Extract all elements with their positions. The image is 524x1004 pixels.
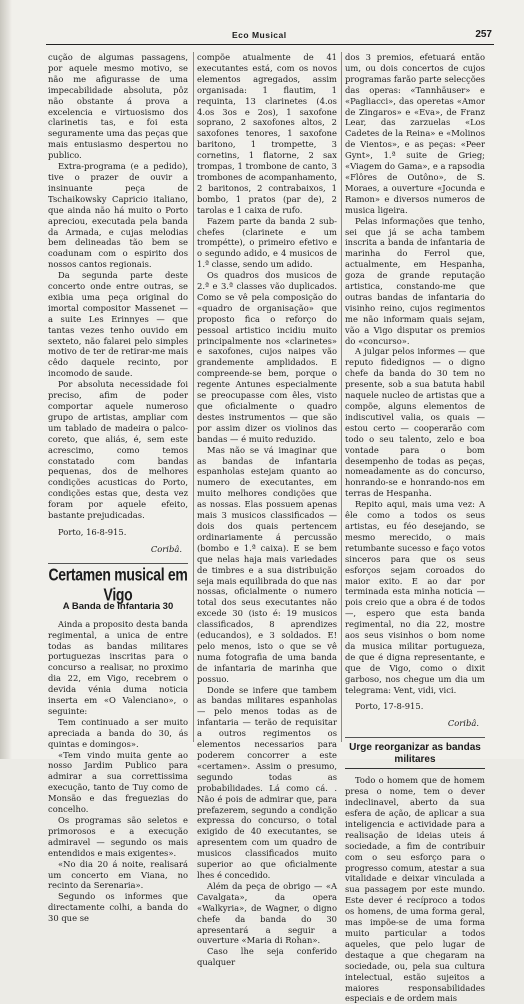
article-headline: Certamen musical em Vigo — [48, 563, 188, 604]
paragraph: cução de algumas passagens, por aquele mesmo motivo, se não me afigurasse de uma impecabilidade absoluta, pôz não obstante á prova a excelencia e virtuosismo dos clarinetis tas, e foi esta seguramente uma das peças que mais entusiasmo despertou no publico. — [48, 52, 188, 161]
page-number: 257 — [475, 29, 492, 40]
paragraph: Os quadros dos musicos de 2.ª e 3.ª classes vão duplicados. Como se vê pela composição do «quadro de organisação» que proposto fica o reforço do pessoal artistico incidiu muito principalmente nos «clarinetes» e saxofones, cujos naipes vão grandemente amplidados. E compreende-se bem, porque o regente Antunes especialmente se preocupasse com êles, visto que oficialmente o quadro destes instrumentos — que são por assim dizer os violinos das bandas — é muito reduzido. — [197, 270, 337, 444]
column-rule-2 — [341, 52, 342, 742]
page-header — [46, 30, 494, 45]
paragraph: Mas não se vá imaginar que as bandas de infantaria espanholas estejam quanto ao numero de executantes, em muito melhores condições que as nossas. Elas possuem apenas mais 3 musicos classificados —dois dos quais pertencem ordinariamente á percussão (bombo e 1.ª caixa). E se bem que nelas haja mais variedades de timbres e a sua distribuição seja mais equilibrada do que nas nossas, oficialmente o numero total dos seus executantes não excede 30 (isto é: 19 musicos classificados, 8 aprendizes (educandos), e 3 soldados. E! pelo menos, isto o que se vê numa fotografia de uma banda de infantaria de marinha que possuo. — [197, 444, 337, 684]
article-headline: Urge reorganizar as bandas militares — [345, 742, 485, 769]
article-signature: Coribâ. — [150, 543, 182, 554]
column-3 — [345, 52, 485, 1004]
column-1 — [48, 52, 188, 924]
paragraph: Todo o homem que de homem presa o nome, tem o dever indeclinavel, aberto da sua esfera de ação, de aplicar a sua inteligencia e actividade para a realisação de ideias uteis á sociedade, a fim de contribuir com o seu esforço para o progresso comum, atestar a sua vitalidade e deixar vinculada a sua passagem por este mundo. Este dever é recíproco a todos os homens, de uma forma geral, mas impõe-se de uma forma muito particular a todos aqueles, que pelo lugar de destaque a que chegaram na sociedade, ou, pela sua cultura intelectual, estão sujeitos a maiores responsabilidades especiais e de ordem mais — [345, 775, 485, 1004]
paragraph: «Tem vindo muita gente ao nosso Jardim Publico para admirar a sua correttissima execução, tanto de Tuy como de Monsão e das freguezias do concelho. — [48, 749, 188, 815]
masthead: Eco Musical — [232, 30, 287, 40]
paragraph: Segundo os informes que directamente colhi, a banda do 30 que se — [48, 891, 188, 924]
paragraph: Tem continuado a ser muito apreciada a banda do 30, ás quintas e domingos». — [48, 716, 188, 749]
paragraph: Por absoluta necessidade foi preciso, afim de poder comportar aquele numeroso grupo de artistas, ampliar com um tablado de madeira o palco-coreto, que aliás, é, sem este acrescimo, como temos constatado com bandas pequenas, dos de melhores condições acusticas do Porto, condições estas que, desta vez foram por aquele efeito, bastante prejudicadas. — [48, 379, 188, 521]
paragraph: A julgar pelos informes — que reputo fidedignos — o digno chefe da banda do 30 tem no presente, sob a sua batuta habil naquele nucleo de artistas que a compõe, alguns elementos de indiscutivel valia, os quais — estou certo — cooperarão com todo o seu talento, zelo e boa vontade para o bom desempenho de todas as peças, nomeadamente as do concurso, honrando-se e honrando-nos em terras de Hespanha. — [345, 346, 485, 499]
paragraph: Além da peça de obrigo — «A Cavalgata», da opera «Walkyria», de Wagner, o digno chefe da banda do 30 apresentará a seguir a ouverture «Maria di Rohan». — [197, 880, 337, 946]
article-date: Porto, 16-8-915. — [58, 526, 127, 537]
paragraph: Pelas informações que tenho, sei que já se acha tambem inscrita a banda de infantaria de marinha do Ferrol que, actualmente, em Hespanha, goza de grande reputação artistica, constando-me que outras bandas de infantaria do visinho reino, cujos regimentos me não informam quais sejam, vão a Vigo disputar os premios do «concurso». — [345, 215, 485, 346]
paragraph: compõe atualmente de 41 executantes está, com os novos elementos agregados, assim organisada: 1 flautim, 1 requinta, 13 clarinetes (4.os 4.os 3os e 2os), 1 saxofone soprano, 2 saxofones altos, 2 saxofones tenores, 1 saxofone baritono, 1 trompette, 3 cornetins, 1 flatorne, 2 sax trompas, 1 trombone de canto, 3 trombones de acompanhamento, 2 baritonos, 2 contrabaixos, 1 bombo, 1 pratos (par de), 2 tarolas e 1 caixa de rufo. — [197, 52, 337, 215]
paragraph: Caso lhe seja conferido qualquer — [197, 946, 337, 968]
divider — [345, 737, 485, 738]
paragraph: dos 3 premios, efetuará então um, ou dois concertos de cujos programas farão parte selecções das operas: «Tannhäuser» e «Pagliacci», das operetas «Amor de Zingaros» e «Eva», de Franz Lear, das zarzuelas «Los Cadetes de la Reina» e «Molinos de Vientos», e as peças: «Peer Gynt», 1.ª suite de Grieg; «Viagem do Gama», e a rapsodia «Flôres de Outôno», de S. Moraes, a ouverture «Jocunda e Ramon» e diversos numeros de musica ligeira. — [345, 52, 485, 215]
paragraph: Da segunda parte deste concerto onde entre outras, se exibia uma peça original do imortal compositor Massenet — a suite Les Erinnyes — que tantas vezes tenho ouvido em sexteto, não falarei pelo simples motivo de ter de retirar-me mais cêdo daquele recinto, por incomodo de saude. — [48, 270, 188, 379]
paragraph: Ainda a proposito desta banda regimental, a unica de entre todas as bandas militares portuguezas inscritas para o concurso a realisar, no proximo dia 22, em Vigo, recebrem o devida vénia duma noticia inserta em «O Valenciano», o seguinte: — [48, 618, 188, 716]
paragraph: Os programas são seletos e primorosos e a execução admiravel — segundo os mais entendidos e mais exigentes». — [48, 815, 188, 858]
paragraph: Extra-programa (e a pedido), tive o prazer de ouvir a insinuante peça de Tschaikowsky Capricio italiano, que ainda não há muito o Porto apreciou, executada pela banda da Armada, e cujas melodias bem delineadas tão bem se coadunam com o espirito dos nossos cantos regionais. — [48, 161, 188, 270]
column-2 — [197, 52, 337, 968]
article-subheadline: A Banda de Infantaria 30 — [62, 600, 174, 612]
paragraph: Repito aqui, mais uma vez: A êle como a todos os seus artistas, eu féo desejando, se mesmo merecido, o mais retumbante sucesso e faço votos sinceros para que os seus esforços sejam coroados do maior exito. E ao dar por terminada esta minha noticia — pois creio que a obra é de todos —, espero que esta banda regimental, no dia 22, mostre aos seus visinhos o bom nome da musica militar portugueza, de que é digna representante, e que de Vigo, como o dixit garboso, nos chegue um dia um telegrama: Vent, vidi, vici. — [345, 499, 485, 695]
column-rule-1 — [193, 52, 194, 742]
paragraph: «No dia 20 á noite, realisará um concerto em Viana, no recinto da Serenaria». — [48, 858, 188, 891]
article-signature: Coribâ. — [447, 718, 479, 729]
page-binding-shadow — [0, 0, 12, 759]
paragraph: Donde se infere que tambem as bandas militares espanholas — pelo menos todas as de infantaria — terão de requisitar a outros regimentos os elementos necessarios para poderem concorrer a este «certamen». Assim o presumo, segundo todas as probabilidades. Lá como cá. . Não é pois de admirar que, para prefazerem, segundo a condição expressa do concurso, o total exigido de 40 executantes, se apresentem com um quadro de musicos classificados muito superior ao que oficialmente lhes é concedido. — [197, 684, 337, 880]
paragraph: Fazem parte da banda 2 sub-chefes (clarinete e um trompétte), o primeiro efetivo e o segundo adido, e 4 musicos de 1.ª classe, sendo um adido. — [197, 215, 337, 270]
article-date: Porto, 17-8-915. — [355, 701, 424, 712]
